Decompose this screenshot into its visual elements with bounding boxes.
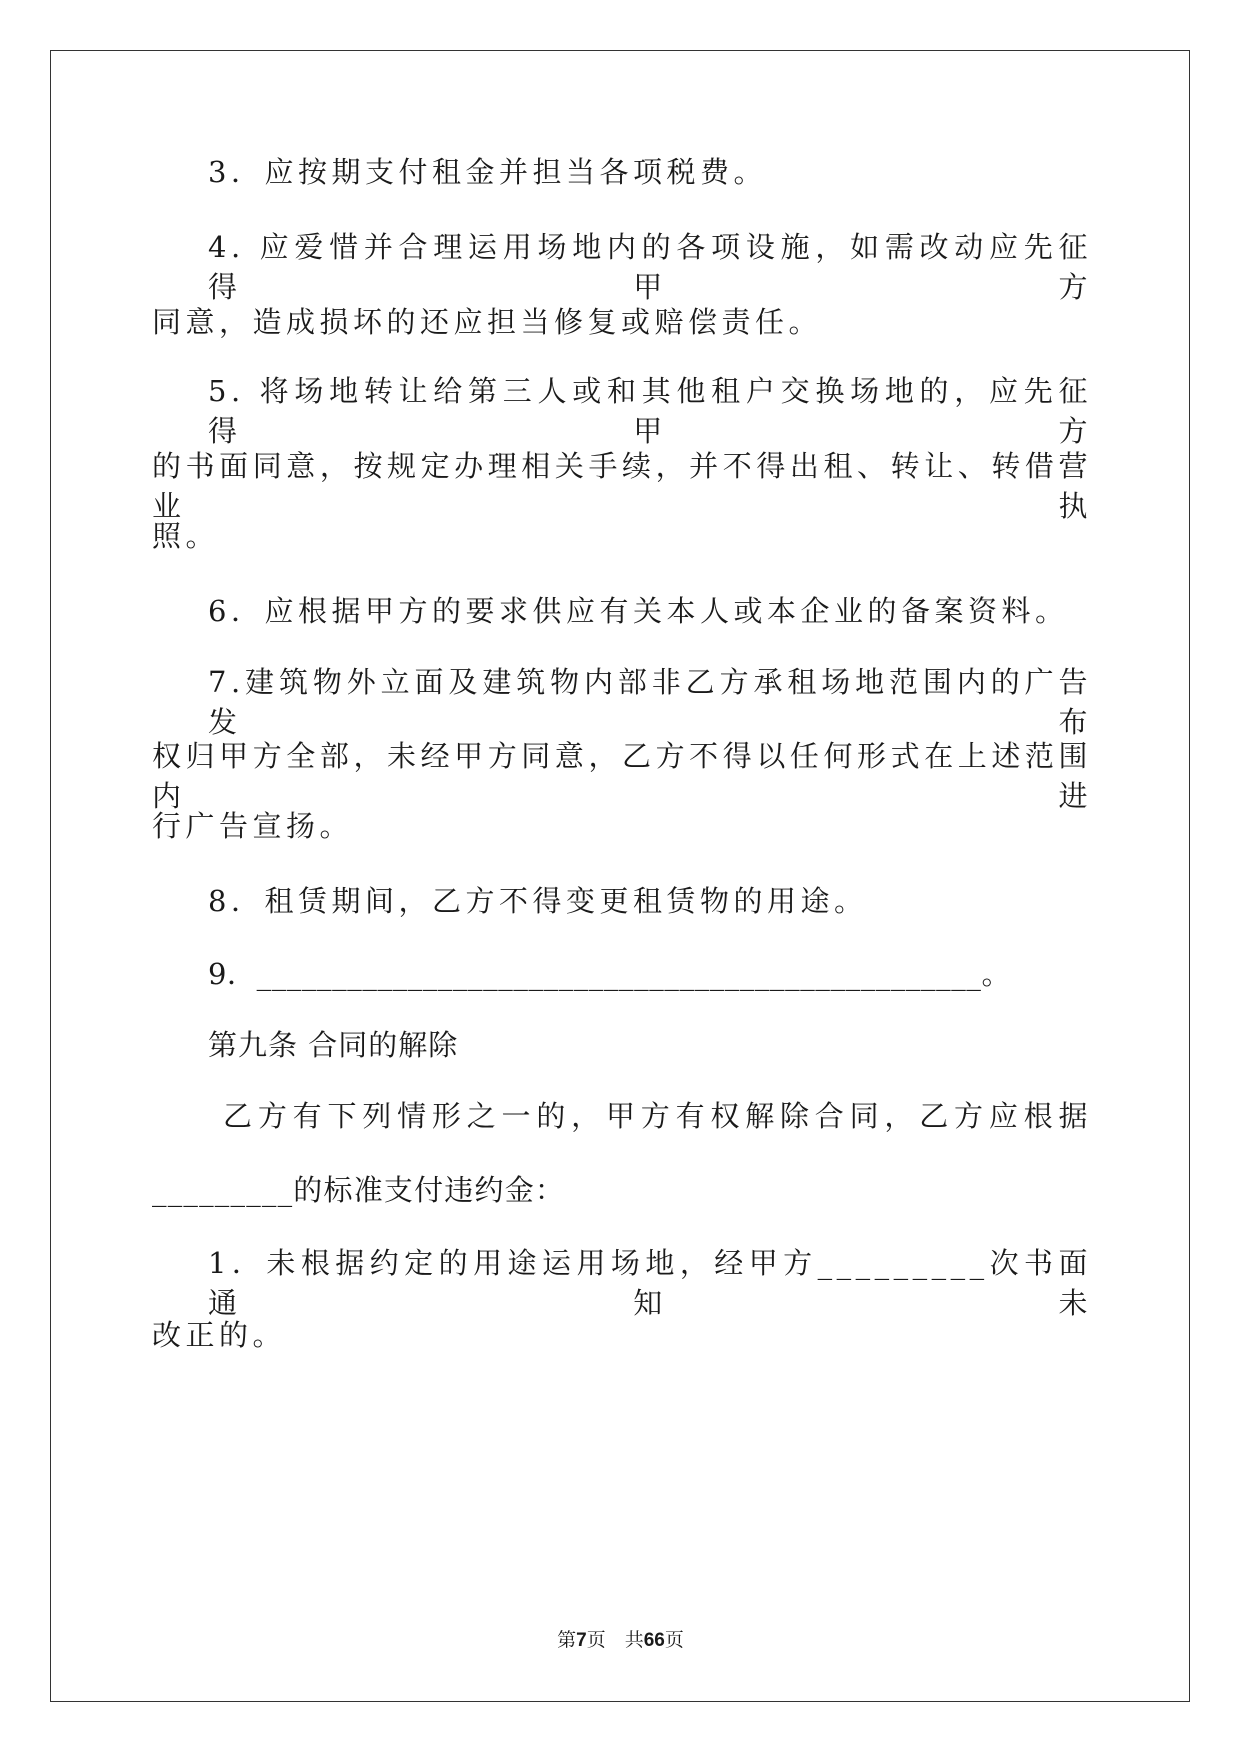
page-footer <box>0 1628 1241 1653</box>
article-9-heading: 第九条 合同的解除 <box>208 1028 459 1062</box>
current-page-number: 7 <box>576 1630 587 1651</box>
clause-5-line-1: 5. 将场地转让给第三人或和其他租户交换场地的，应先征得甲方 <box>208 374 1092 448</box>
clause-4-line-2: 同意，造成损坏的还应担当修复或赔偿责任。 <box>152 305 823 339</box>
clause-9-blank: 9．________________________________________________。 <box>208 957 1012 991</box>
clause-6: 6．应根据甲方的要求供应有关本人或本企业的备案资料。 <box>208 594 1069 628</box>
clause-7-line-1: 7.建筑物外立面及建筑物内部非乙方承租场地范围内的广告发布 <box>208 665 1092 739</box>
termination-intro-line-2: _________的标准支付违约金： <box>152 1173 566 1207</box>
footer-suffix: 页 <box>664 1629 684 1651</box>
clause-7-line-2: 权归甲方全部，未经甲方同意，乙方不得以任何形式在上述范围内进 <box>152 739 1092 813</box>
footer-middle: 页 共 <box>586 1629 644 1651</box>
termination-intro-line-1: 乙方有下列情形之一的，甲方有权解除合同，乙方应根据 <box>208 1099 1092 1133</box>
footer-prefix: 第 <box>557 1629 577 1651</box>
clause-7-line-3: 行广告宣扬。 <box>152 809 354 843</box>
clause-5-line-3: 照。 <box>152 519 220 553</box>
termination-item-1-line-2: 改正的。 <box>152 1318 287 1352</box>
clause-8: 8．租赁期间，乙方不得变更租赁物的用途。 <box>208 884 868 918</box>
clause-3: 3．应按期支付租金并担当各项税费。 <box>208 155 767 189</box>
termination-item-1-line-1: 1．未根据约定的用途运用场地，经甲方_________次书面通知未 <box>208 1246 1092 1320</box>
clause-4-line-1: 4. 应爱惜并合理运用场地内的各项设施，如需改动应先征得甲方 <box>208 230 1092 304</box>
total-page-number: 66 <box>643 1630 665 1651</box>
clause-5-line-2: 的书面同意，按规定办理相关手续，并不得出租、转让、转借营业执 <box>152 449 1092 523</box>
